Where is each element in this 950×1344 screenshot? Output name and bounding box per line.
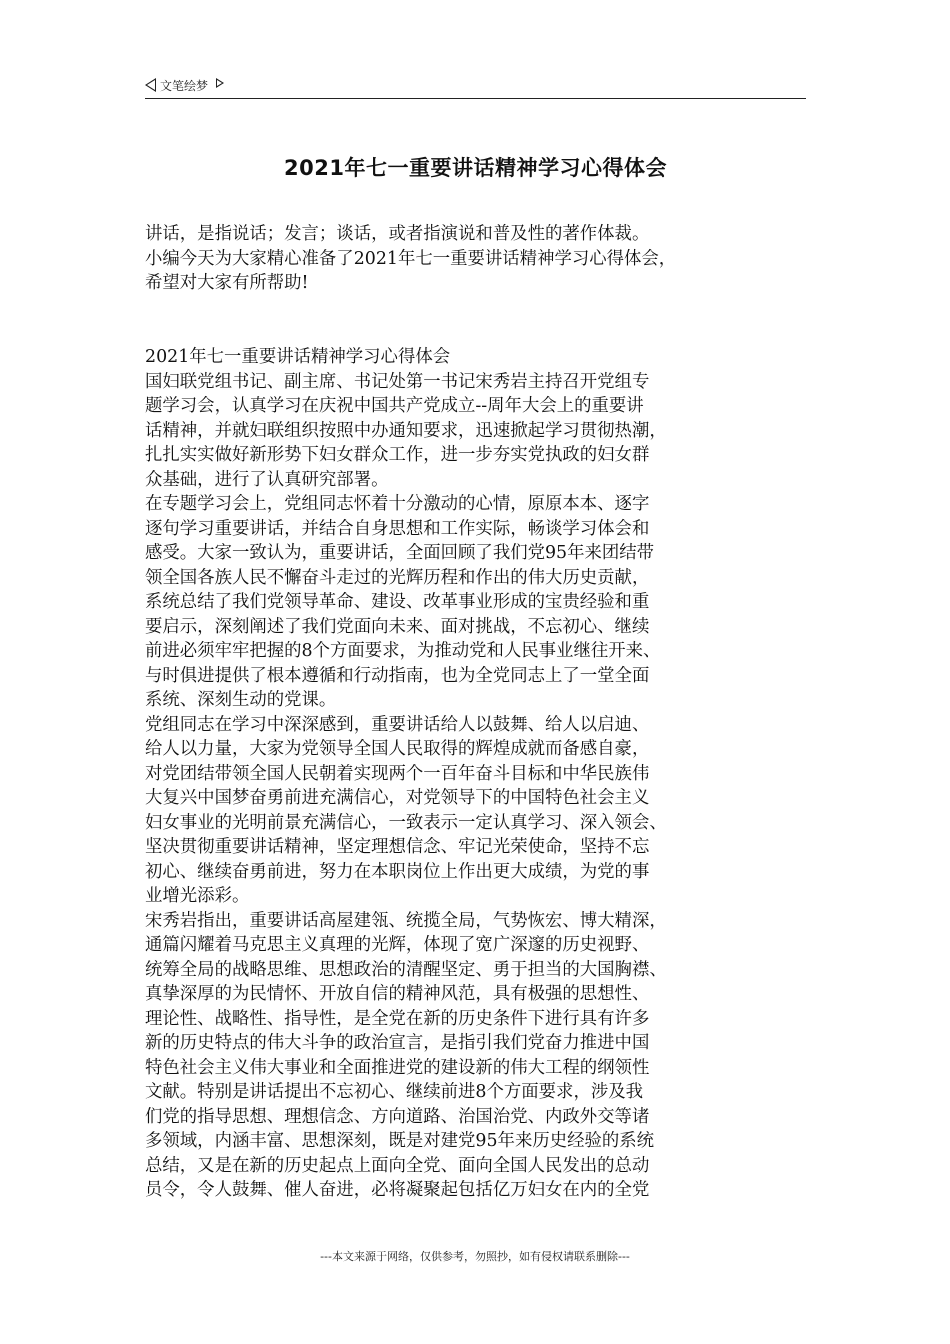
intro-paragraph xyxy=(145,222,811,296)
intro-line: 希望对大家有所帮助! xyxy=(145,273,309,293)
body-line: 系统、深刻生动的党课。 xyxy=(145,690,337,710)
body-line: 众基础，进行了认真研究部署。 xyxy=(145,469,389,490)
body-line: 员令，令人鼓舞、催人奋进，必将凝聚起包括亿万妇女在内的全党 xyxy=(145,1180,650,1200)
body-line: 妇女事业的光明前景充满信心，一致表示一定认真学习、深入领会、 xyxy=(145,812,667,833)
body-line: 与时俱进提供了根本遵循和行动指南，也为全党同志上了一堂全面 xyxy=(145,665,650,686)
body-line: 总结，又是在新的历史起点上面向全党、面向全国人民发出的总动 xyxy=(145,1155,650,1176)
body-line: 理论性、战略性、指导性，是全党在新的历史条件下进行具有许多 xyxy=(145,1008,650,1029)
intro-line: 讲话，是指说话；发言；谈话，或者指演说和普及性的著作体裁。 xyxy=(145,224,650,244)
body-line: 通篇闪耀着马克思主义真理的光辉，体现了宽广深邃的历史视野、 xyxy=(145,935,650,955)
body-line: 业增光添彩。 xyxy=(145,886,250,906)
body-line: 感受。大家一致认为，重要讲话，全面回顾了我们党95年来团结带 xyxy=(145,543,655,563)
body-line: 在专题学习会上，党组同志怀着十分激动的心情，原原本本、逐字 xyxy=(145,494,650,514)
intro-line: 小编今天为大家精心准备了2021年七一重要讲话精神学习心得体会， xyxy=(145,248,677,269)
body-line: 们党的指导思想、理想信念、方向道路、治国治党、内政外交等诸 xyxy=(145,1106,650,1127)
body-line: 特色社会主义伟大事业和全面推进党的建设新的伟大工程的纲领性 xyxy=(145,1057,650,1078)
triangle-left-icon xyxy=(145,78,156,92)
header-brand: 文笔绘梦 xyxy=(160,78,209,93)
body-line: 扎扎实实做好新形势下妇女群众工作，进一步夯实党执政的妇女群 xyxy=(145,445,650,465)
body-text xyxy=(145,345,811,1203)
body-line: 新的历史特点的伟大斗争的政治宣言，是指引我们党奋力推进中国 xyxy=(145,1033,650,1053)
body-line: 多领域，内涵丰富、思想深刻，既是对建党95年来历史经验的系统 xyxy=(145,1131,655,1151)
body-line: 大复兴中国梦奋勇前进充满信心，对党领导下的中国特色社会主义 xyxy=(145,788,650,808)
body-line: 给人以力量，大家为党领导全国人民取得的辉煌成就而备感自豪， xyxy=(145,739,650,759)
body-line: 话精神，并就妇联组织按照中办通知要求，迅速掀起学习贯彻热潮， xyxy=(145,420,667,441)
document-title: 2021年七一重要讲话精神学习心得体会 xyxy=(284,156,667,180)
body-line: 坚决贯彻重要讲话精神，坚定理想信念、牢记光荣使命，坚持不忘 xyxy=(145,837,650,857)
body-line: 文献。特别是讲话提出不忘初心、继续前进8个方面要求，涉及我 xyxy=(145,1082,644,1102)
header-brand-row xyxy=(145,74,806,96)
body-line: 初心、继续奋勇前进，努力在本职岗位上作出更大成绩，为党的事 xyxy=(145,861,650,882)
body-line: 真挚深厚的为民情怀、开放自信的精神风范，具有极强的思想性、 xyxy=(145,984,650,1004)
body-line: 宋秀岩指出，重要讲话高屋建瓴、统揽全局，气势恢宏、博大精深， xyxy=(145,910,667,931)
body-line: 领全国各族人民不懈奋斗走过的光辉历程和作出的伟大历史贡献， xyxy=(145,567,650,588)
body-line: 系统总结了我们党领导革命、建设、改革事业形成的宝贵经验和重 xyxy=(145,592,650,612)
body-line: 前进必须牢牢把握的8个方面要求，为推动党和人民事业继往开来、 xyxy=(145,641,661,661)
body-line: 逐句学习重要讲话，并结合自身思想和工作实际，畅谈学习体会和 xyxy=(145,518,650,539)
footer-disclaimer: ---本文来源于网络，仅供参考，勿照抄，如有侵权请联系删除--- xyxy=(320,1250,630,1263)
body-line: 要启示，深刻阐述了我们党面向未来、面对挑战，不忘初心、继续 xyxy=(145,616,650,637)
body-line: 对党团结带领全国人民朝着实现两个一百年奋斗目标和中华民族伟 xyxy=(145,763,650,784)
body-line: 统筹全局的战略思维、思想政治的清醒坚定、勇于担当的大国胸襟、 xyxy=(145,959,667,980)
body-line: 2021年七一重要讲话精神学习心得体会 xyxy=(145,347,451,367)
triangle-right-icon xyxy=(216,78,224,88)
body-line: 党组同志在学习中深深感到，重要讲话给人以鼓舞、给人以启迪、 xyxy=(145,714,650,735)
page-header xyxy=(145,74,806,99)
body-line: 国妇联党组书记、副主席、书记处第一书记宋秀岩主持召开党组专 xyxy=(145,371,650,392)
body-line: 题学习会，认真学习在庆祝中国共产党成立--周年大会上的重要讲 xyxy=(145,396,644,416)
